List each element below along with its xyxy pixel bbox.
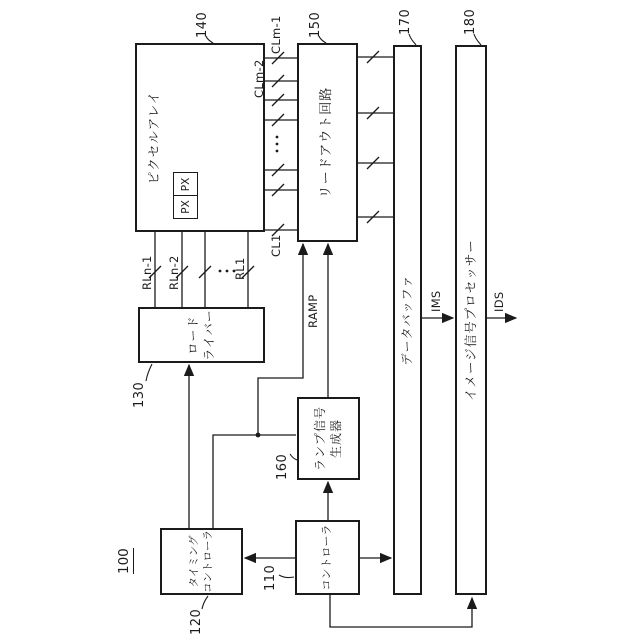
timing-controller-label-line2: コントローラ (201, 530, 214, 593)
pixel-array-ref: 140 (195, 11, 210, 38)
pixel-array-label: ピクセルアレイ (146, 90, 161, 185)
signal-label-cl1: CL1 (269, 234, 283, 257)
image-signal-processor-ref: 180 (463, 8, 478, 35)
row-driver-label-line2: ライバー (201, 309, 216, 361)
image-signal-processor-block (455, 45, 487, 595)
signal-label-ramp: RAMP (306, 294, 320, 328)
wire-junction-dot (256, 433, 261, 438)
readout-circuit-ref: 150 (308, 11, 323, 38)
data-buffer-ref: 170 (398, 8, 413, 35)
readout-to-buffer-group (358, 51, 393, 223)
signal-label-ids: IDS (492, 291, 506, 312)
controller-label: コントローラ (320, 524, 334, 591)
ramp-generator-label-line1: ランプ信号 (312, 406, 327, 472)
pixel-cell (173, 173, 198, 197)
timing-to-rampgen-wire (213, 435, 296, 528)
row-driver-ref: 130 (132, 381, 147, 408)
ramp-generator-label-line2: 生成器 (328, 419, 343, 459)
column-lines-ellipsis (276, 136, 279, 153)
readout-circuit-block (297, 43, 358, 242)
figure-ref-100: 100 (116, 548, 132, 574)
pixel-array-block (135, 43, 265, 232)
controller-block (295, 520, 360, 595)
signal-label-ims: IMS (429, 290, 443, 312)
data-buffer-label: データバッファ (399, 274, 414, 366)
signal-label-rln-1: RLn-1 (140, 255, 154, 290)
data-buffer-block (393, 45, 422, 595)
pixel-cell (173, 195, 198, 219)
ramp-generator-ref: 160 (275, 453, 290, 480)
column-lines-group (265, 52, 297, 236)
signal-label-clm-2: CLm-2 (252, 59, 266, 98)
readout-circuit-label: リードアウト回路 (319, 86, 335, 199)
controller-ref: 110 (263, 564, 278, 591)
ramp-generator-block (297, 397, 360, 480)
pixel-cell-label: PX (179, 200, 192, 214)
image-signal-processor-label: イメージ信号プロセッサー (462, 239, 478, 401)
timing-controller-ref: 120 (189, 608, 204, 635)
signal-label-clm-1: CLm-1 (269, 15, 283, 54)
timing-controller-label-line1: タイミング (187, 535, 200, 588)
timing-controller-block (160, 528, 243, 595)
pixel-cell-label: PX (179, 177, 192, 192)
row-driver-block (138, 307, 265, 363)
controller-to-isp-arrow (330, 595, 472, 627)
signal-label-rln-2: RLn-2 (167, 255, 181, 290)
row-driver-label-line1: ロード (185, 315, 200, 355)
signal-label-rl1: RL1 (233, 257, 247, 280)
